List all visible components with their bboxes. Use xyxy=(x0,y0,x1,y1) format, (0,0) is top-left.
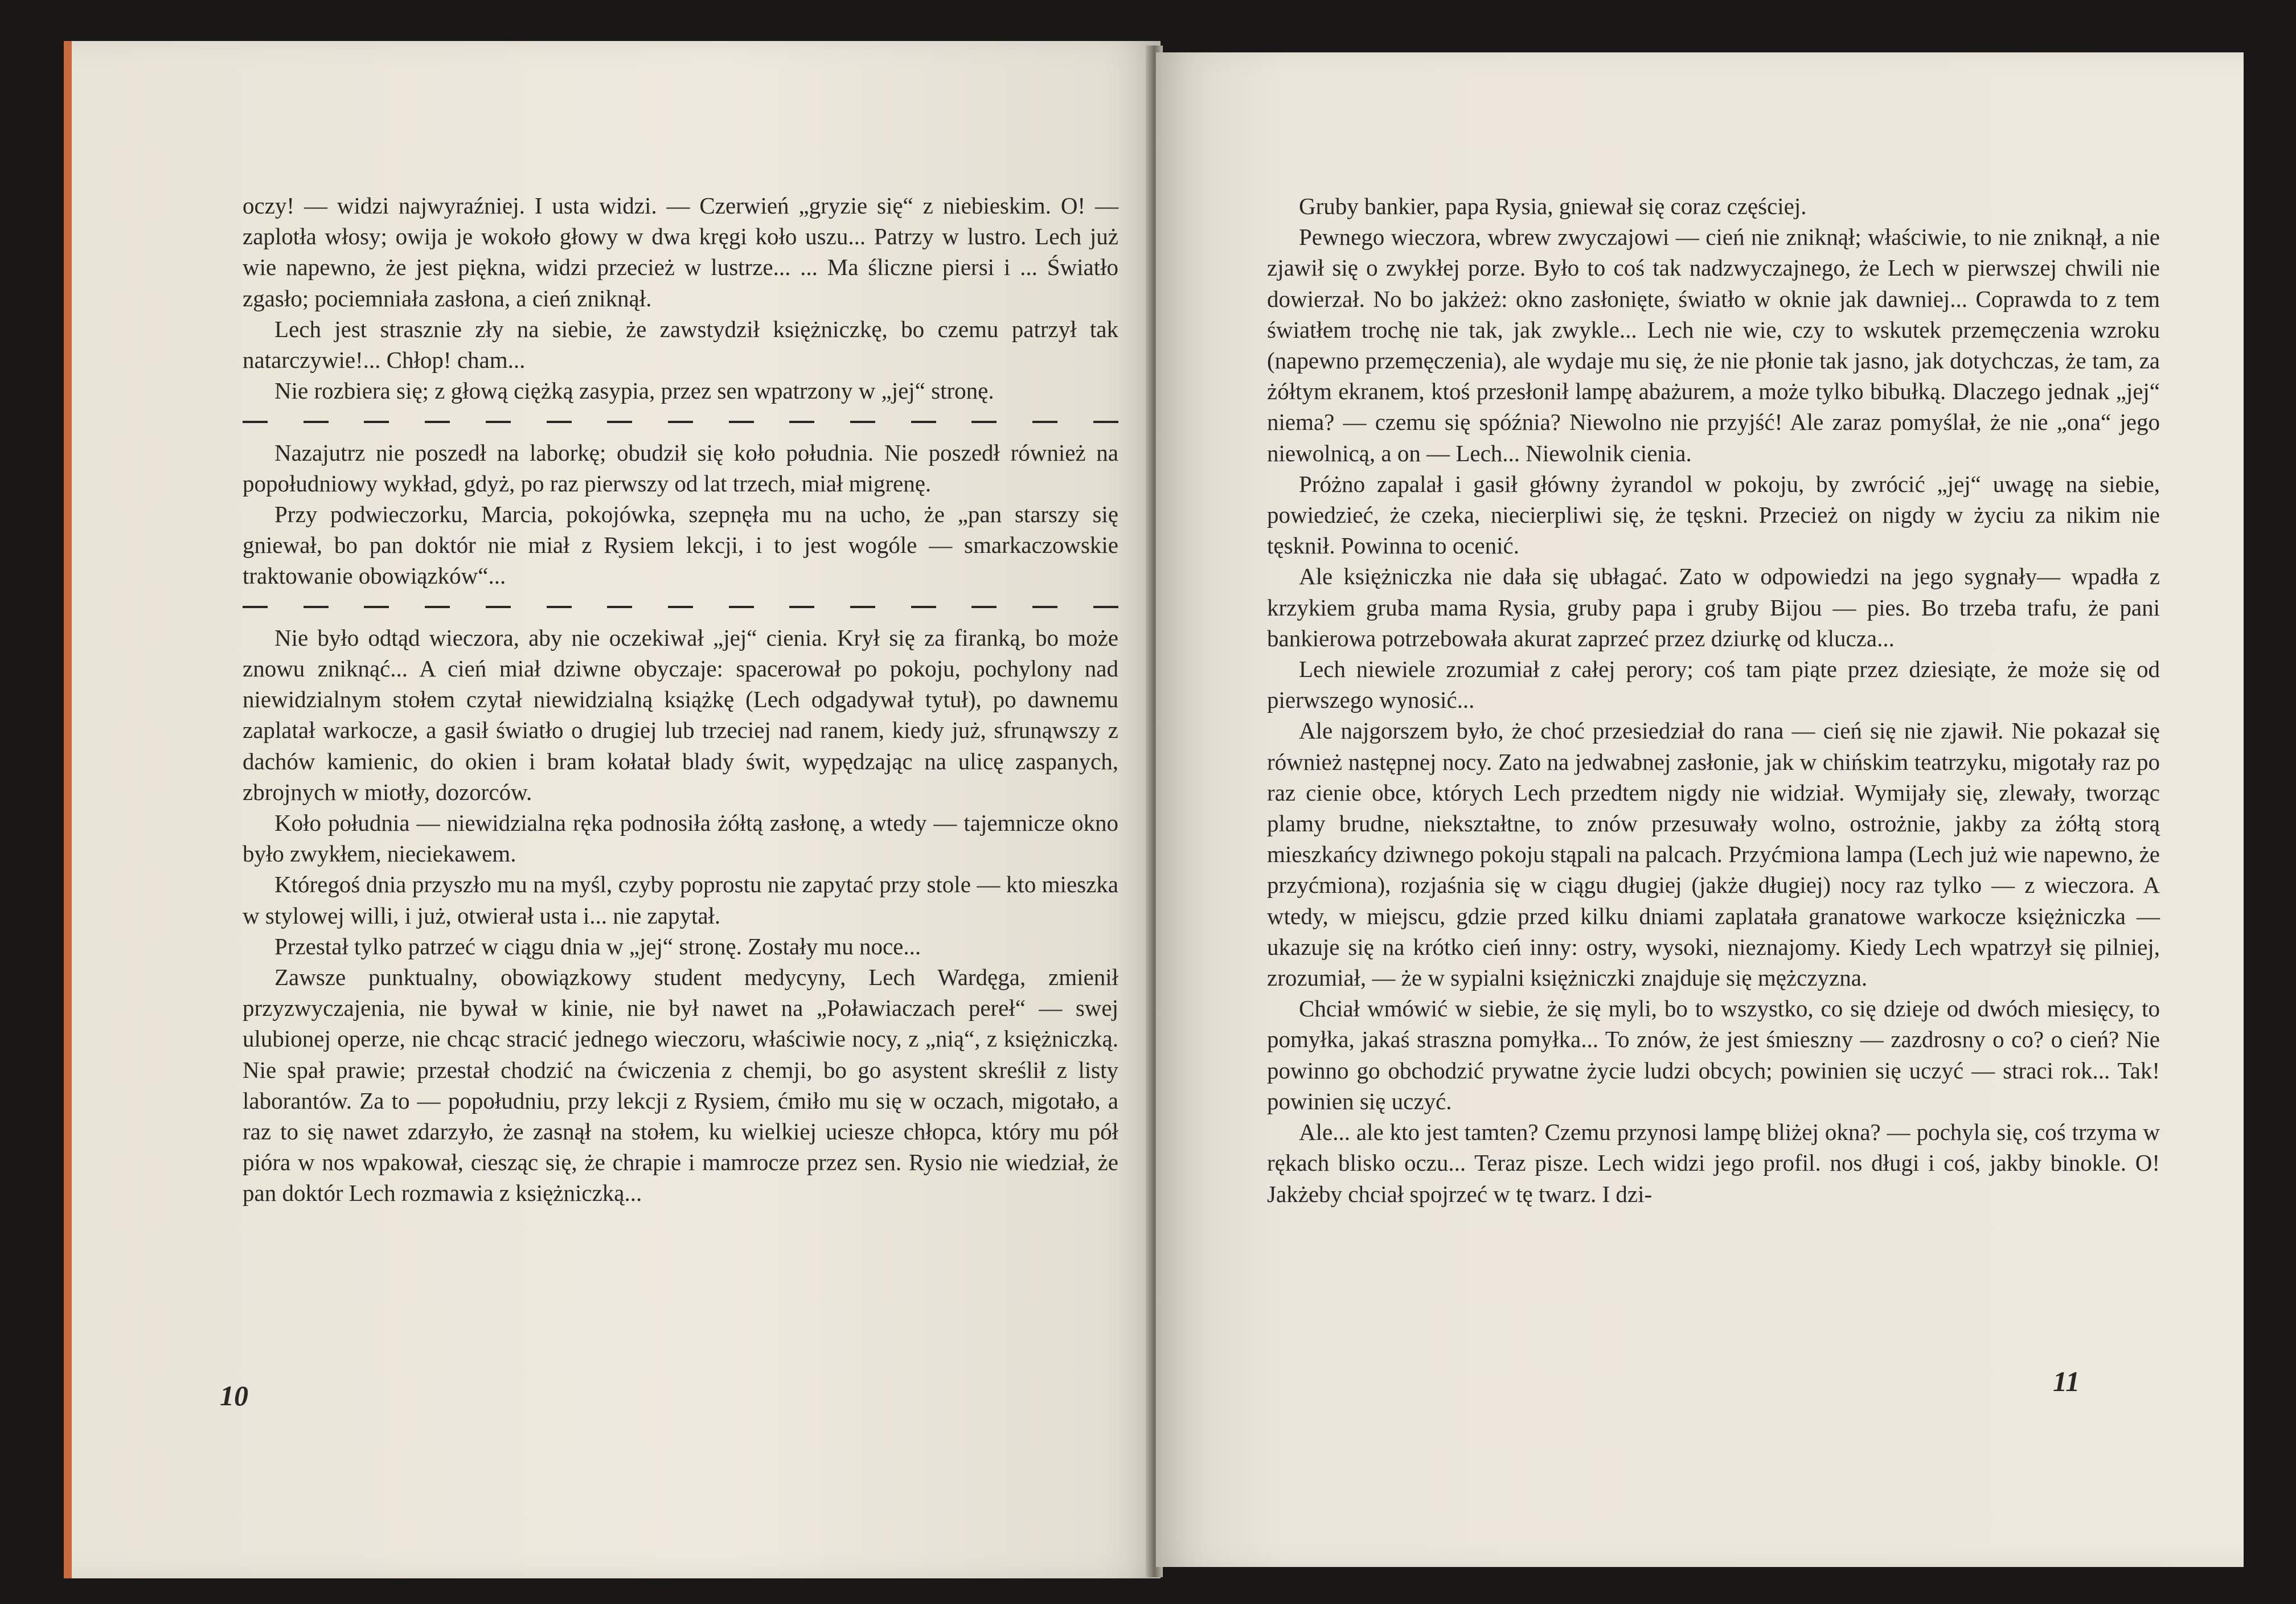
paragraph: Któregoś dnia przyszło mu na myśl, czyby poprostu nie zapytać przy stole — kto mieszka w stylowej willi, i już, otwierał usta i... nie zapytał. xyxy=(243,871,1118,929)
section-separator xyxy=(243,406,1118,437)
paragraph: Ale... ale kto jest tamten? Czemu przynosi lampę bliżej okna? — pochyla się, coś trzyma w rękach blisko oczu... Teraz pisze. Lech widzi jego profil. nos długi i coś, jakby binokle. O! Jakżeby chciał spojrzeć w tę twarz. I dzi- xyxy=(1267,1119,2160,1207)
section-separator xyxy=(243,592,1118,622)
paragraph: Gruby bankier, papa Rysia, gniewał się coraz częściej. xyxy=(1299,193,1807,219)
paragraph: Ale księżniczka nie dała się ubłagać. Zato w odpowiedzi na jego sygnały— wpadła z krzykiem gruba mama Rysia, gruby papa i gruby Bijou — pies. Bo trzeba trafu, że pani bankierowa potrzebowała akurat zaprzeć przez dziurkę od klucza... xyxy=(1267,563,2160,651)
paragraph: Przy podwieczorku, Marcia, pokojówka, szepnęła mu na ucho, że „pan starszy się gniewał, bo pan doktór nie miał z Rysiem lekcji, i to jest wogóle — smarkaczowskie traktowanie obowiązków“... xyxy=(243,501,1118,589)
left-page-text xyxy=(243,190,1118,1209)
paragraph: Ale najgorszem było, że choć przesiedział do rana — cień się nie zjawił. Nie pokazał się również następnej nocy. Zato na jedwabnej zasłonie, jak w chińskim teatrzyku, migotały raz po raz cienie obce, których Lech przedtem nigdy nie widział. Wymijały się, zlewały, tworząc plamy brudne, niekształtne, to znów przesuwały wolno, ostrożnie, jakby za żółtą storą mieszkańcy dziwnego pokoju stąpali na palcach. Przyćmiona lampa (Lech już wie napewno, że przyćmiona), rozjaśnia się w ciągu długiej (jakże długiej) nocy raz tylko — z wieczora. A wtedy, w miejscu, gdzie przed kilku dniami zaplatała granatowe warkocze księżniczka — ukazuje się na krótko cień inny: ostry, wysoki, nieznajomy. Kiedy Lech wpatrzył się pilniej, zrozumiał, — że w sypialni księżniczki znajduje się mężczyzna. xyxy=(1267,717,2160,991)
paragraph: Pewnego wieczora, wbrew zwyczajowi — cień nie zniknął; właściwie, to nie zniknął, a nie zjawił się o zwykłej porze. Było to coś tak nadzwyczajnego, że Lech w pierwszej chwili nie dowierzał. No bo jakżeż: okno zasłonięte, światło w oknie jak dawniej... Coprawda to z tem światłem trochę nie tak, jak zwykle... Lech nie wie, czy to wskutek przemęczenia wzroku (napewno przemęczenia), ale wydaje mu się, że nie płonie tak jasno, jak dotychczas, że tam, za żółtym ekranem, ktoś przesłonił lampę abażurem, a może tylko bibułką. Dlaczego jednak „jej“ niema? — czemu się spóźnia? Niewolno nie przyjść! Ale zaraz pomyślał, że nie „ona“ jego niewolnicą, a on — Lech... Niewolnik cienia. xyxy=(1267,224,2160,466)
page-number: 11 xyxy=(2053,1365,2080,1397)
page-number: 10 xyxy=(220,1380,248,1412)
paragraph: Lech niewiele zrozumiał z całej perory; coś tam piąte przez dziesiąte, że może się od pierwszego wynosić... xyxy=(1267,656,2160,713)
paragraph: Przestał tylko patrzeć w ciągu dnia w „jej“ stronę. Zostały mu noce... xyxy=(274,933,921,959)
right-page xyxy=(1156,52,2244,1567)
paragraph: Nie było odtąd wieczora, aby nie oczekiwał „jej“ cienia. Krył się za firanką, bo może znowu zniknąć... A cień miał dziwne obyczaje: spacerował po pokoju, pochylony nad niewidzialnym stołem czytał niewidzialną książkę (Lech odgadywał tytuł), po dawnemu zaplatał warkocze, a gasił światło o drugiej lub trzeciej nad ranem, kiedy już, sfrunąwszy z dachów kamienic, do okien i bram kołatał blady świt, wypędzając na ulicę zaspanych, zbrojnych w miotły, dozorców. xyxy=(243,624,1118,805)
paragraph: Lech jest strasznie zły na siebie, że zawstydził księżniczkę, bo czemu patrzył tak natarczywie!... Chłop! cham... xyxy=(243,315,1118,374)
paragraph: Chciał wmówić w siebie, że się myli, bo to wszystko, co się dzieje od dwóch miesięcy, to pomyłka, jakaś straszna pomyłka... To znów, że jest śmieszny — zazdrosny o co? o cień? Nie powinno go obchodzić prywatne życie ludzi obcych; powinien się uczyć — straci rok... Tak! powinien się uczyć. xyxy=(1267,995,2160,1114)
paragraph: Nazajutrz nie poszedł na laborkę; obudził się koło południa. Nie poszedł również na popołudniowy wykład, gdyż, po raz pierwszy od lat trzech, miał migrenę. xyxy=(243,439,1118,497)
paragraph: oczy! — widzi najwyraźniej. I usta widzi. — Czerwień „gryzie się“ z niebieskim. O! — zaplotła włosy; owija je wokoło głowy w dwa kręgi koło uszu... Patrzy w lustro. Lech już wie napewno, że jest piękna, widzi przecież w lustrze... ... Ma śliczne piersi i ... Światło zgasło; pociemniała zasłona, a cień zniknął. xyxy=(243,192,1118,311)
left-page xyxy=(64,41,1161,1578)
paragraph: Zawsze punktualny, obowiązkowy student medycyny, Lech Wardęga, zmienił przyzwyczajenia, nie bywał w kinie, nie był nawet na „Poławiaczach pereł“ — swej ulubionej operze, nie chcąc stracić jednego wieczoru, właściwie nocy, z „nią“, z księżniczką. Nie spał prawie; przestał chodzić na ćwiczenia z chemji, bo go asystent skreślił z listy laborantów. Za to — popołudniu, przy lekcji z Rysiem, ćmiło mu się w oczach, migotało, a raz to się nawet zdarzyło, że zasnął na stołem, ku wielkiej uciesze chłopca, który mu pół pióra w nos wpakował, ciesząc się, że chrapie i mamrocze przez sen. Rysio nie wiedział, że pan doktór Lech rozmawia z księżniczką... xyxy=(243,964,1118,1207)
paragraph: Próżno zapalał i gasił główny żyrandol w pokoju, by zwrócić „jej“ uwagę na siebie, powiedzieć, że czeka, niecierpliwi się, że tęskni. Przecież on nigdy w życiu za nikim nie tęsknił. Powinna to ocenić. xyxy=(1267,470,2160,559)
paragraph: Nie rozbiera się; z głową ciężką zasypia, przez sen wpatrzony w „jej“ stronę. xyxy=(274,378,994,404)
right-page-text xyxy=(1267,191,2160,1209)
paragraph: Koło południa — niewidzialna ręka podnosiła żółtą zasłonę, a wtedy — tajemnicze okno było zwykłem, nieciekawem. xyxy=(243,810,1118,867)
